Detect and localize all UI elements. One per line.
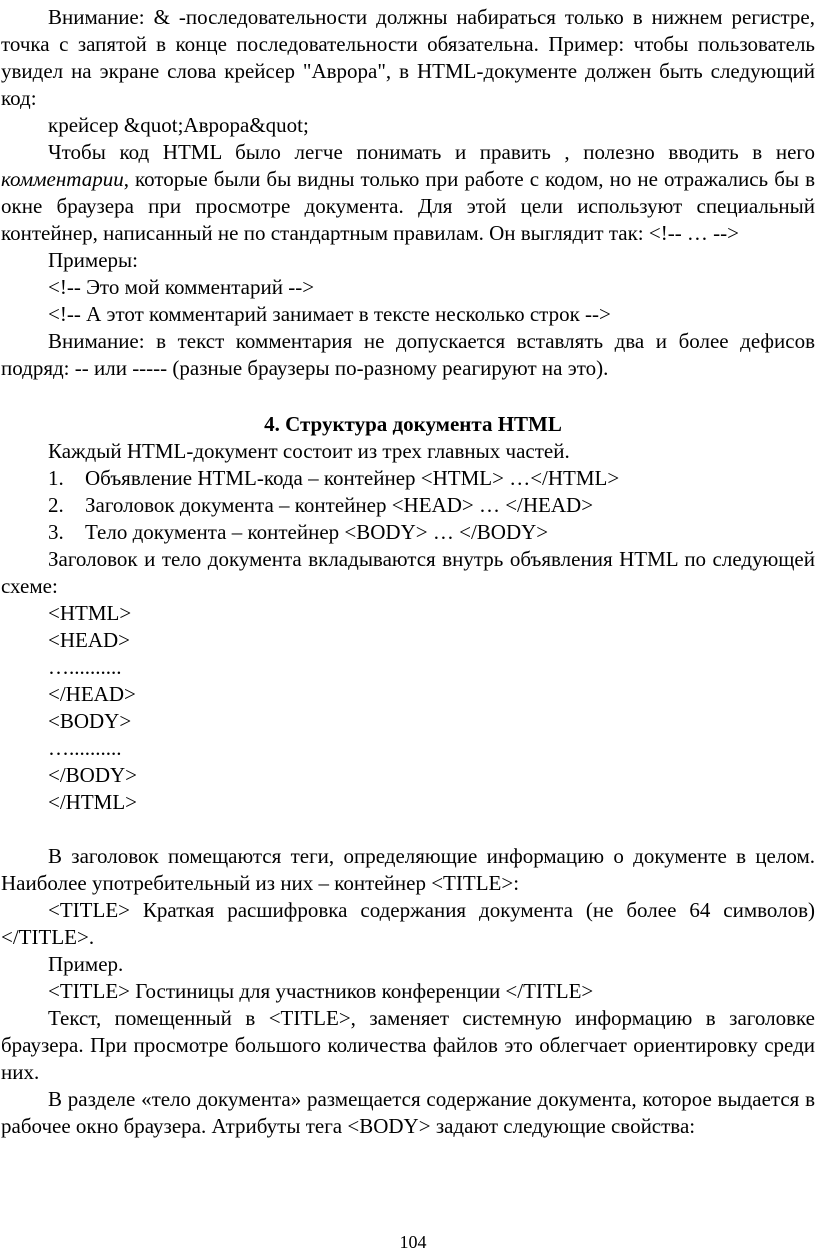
example-label: Пример. — [48, 952, 124, 976]
paragraph-comments — [1, 139, 815, 247]
comment-example-1: <!-- Это мой комментарий --> — [48, 275, 315, 299]
parts-list — [1, 465, 815, 546]
list-item-number: 2. — [48, 493, 64, 517]
paragraph-comments-part1: Чтобы код HTML было легче понимать и править , полезно вводить в него — [48, 140, 815, 164]
paragraph-comments-part2: , которые были бы видны только при работе с кодом, но не отражались бы в окне браузера при просмотре документа. Для этой цели используют специальный контейнер, написанный не по стандартным правилам. Он выглядит так: <!-- … --> — [1, 167, 815, 245]
term-comments: комментарии — [1, 167, 124, 191]
scheme-line: <BODY> — [48, 709, 132, 733]
spacer — [1, 816, 815, 843]
list-item-text: Объявление HTML-кода – контейнер <HTML> …</HTML> — [85, 466, 620, 490]
paragraph-hyphen-warning: Внимание: в текст комментария не допускается вставлять два и более дефисов подряд: -- или ----- (разные браузеры по-разному реагируют на это). — [1, 329, 815, 380]
list-item-text: Тело документа – контейнер <BODY> … </BODY> — [85, 520, 549, 544]
list-item-number: 3. — [48, 520, 64, 544]
comment-example-2: <!-- А этот комментарий занимает в тексте несколько строк --> — [48, 302, 611, 326]
scheme-line: <HTML> — [48, 601, 132, 625]
code-example-cruiser: крейсер &quot;Аврора&quot; — [48, 113, 309, 137]
list-item — [1, 492, 815, 519]
paragraph-body-section: В разделе «тело документа» размещается содержание документа, которое выдается в рабочее окно браузера. Атрибуты тега <BODY> задают следующие свойства: — [1, 1087, 815, 1138]
paragraph-title-text: Текст, помещенный в <TITLE>, заменяет системную информацию в заголовке браузера. При просмотре большого количества файлов это облегчает ориентировку среди них. — [1, 1006, 815, 1084]
list-item — [1, 465, 815, 492]
scheme-line: </BODY> — [48, 763, 138, 787]
list-item-text: Заголовок документа – контейнер <HEAD> … </HEAD> — [85, 493, 594, 517]
scheme-intro: Заголовок и тело документа вкладываются внутрь объявления HTML по следующей схеме: — [1, 547, 815, 598]
section-heading: 4. Структура документа HTML — [264, 412, 562, 436]
list-item — [1, 519, 815, 546]
paragraph-head-tags: В заголовок помещаются теги, определяющие информацию о документе в целом. Наиболее употребительный из них – контейнер <TITLE>: — [1, 844, 815, 895]
page-number: 104 — [399, 1232, 427, 1252]
scheme-line: </HTML> — [48, 790, 138, 814]
examples-label: Примеры: — [48, 248, 138, 272]
scheme-line: </HEAD> — [48, 682, 136, 706]
title-example: <TITLE> Гостиницы для участников конференции </TITLE> — [48, 979, 594, 1003]
title-syntax: <TITLE> Краткая расшифровка содержания документа (не более 64 символов) </TITLE>. — [1, 898, 815, 949]
scheme-line: ….......... — [48, 736, 122, 760]
html-scheme — [1, 600, 815, 816]
scheme-line: ….......... — [48, 655, 122, 679]
scheme-line: <HEAD> — [48, 628, 131, 652]
section-intro: Каждый HTML-документ состоит из трех главных частей. — [48, 439, 570, 463]
paragraph-ampersand-warning: Внимание: & -последовательности должны набираться только в нижнем регистре, точка с запятой в конце последовательности обязательна. Пример: чтобы пользователь увидел на экране слова крейсер "Аврора", в HTML-документе должен быть следующий код: — [1, 5, 815, 110]
list-item-number: 1. — [48, 466, 64, 490]
